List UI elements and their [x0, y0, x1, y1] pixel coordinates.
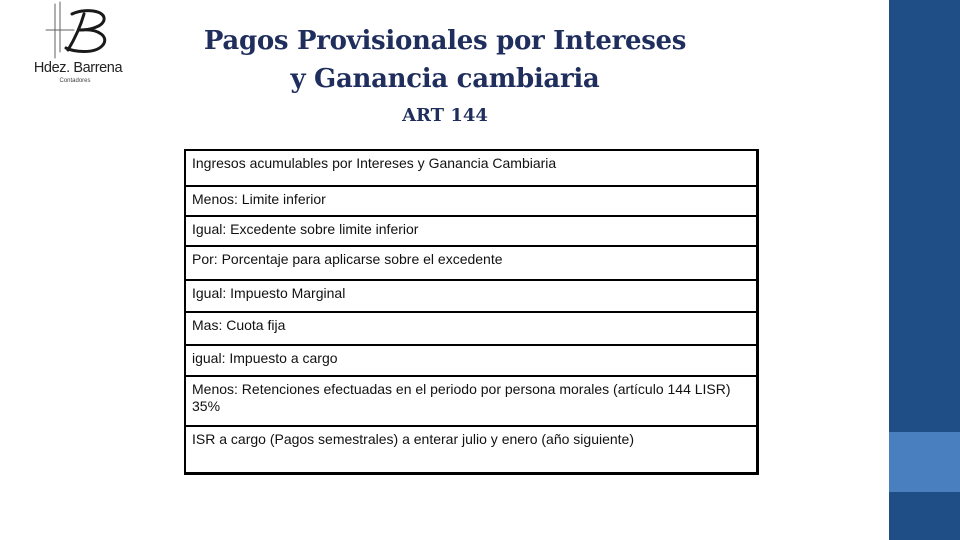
decorative-sidebar-accent [889, 432, 960, 492]
title-line-1: Pagos Provisionales por Intereses [203, 26, 687, 56]
step-row: Ingresos acumulables por Intereses y Ganancia Cambiaria [186, 151, 756, 187]
step-row: Menos: Limite inferior [186, 187, 756, 217]
step-row: igual: Impuesto a cargo [186, 346, 756, 377]
logo-name: Hdez. Barrena [33, 60, 123, 76]
title-line-2: y Ganancia cambiaria [290, 64, 600, 94]
company-logo [22, 0, 132, 90]
step-row: ISR a cargo (Pagos semestrales) a enterar julio y enero (año siguiente) [192, 431, 634, 447]
step-row: Por: Porcentaje para aplicarse sobre el excedente [186, 247, 756, 281]
slide-title [150, 22, 740, 98]
step-row: Igual: Impuesto Marginal [186, 281, 756, 313]
logo-tagline: Contadores [59, 78, 91, 84]
step-row: Menos: Retenciones efectuadas en el periodo por persona morales (artículo 144 LISR) 35% [186, 377, 756, 427]
slide-subtitle: ART 144 [402, 105, 488, 126]
calculation-steps-table [184, 149, 759, 475]
step-row: Igual: Excedente sobre limite inferior [186, 217, 756, 247]
step-row: Mas: Cuota fija [186, 313, 756, 346]
